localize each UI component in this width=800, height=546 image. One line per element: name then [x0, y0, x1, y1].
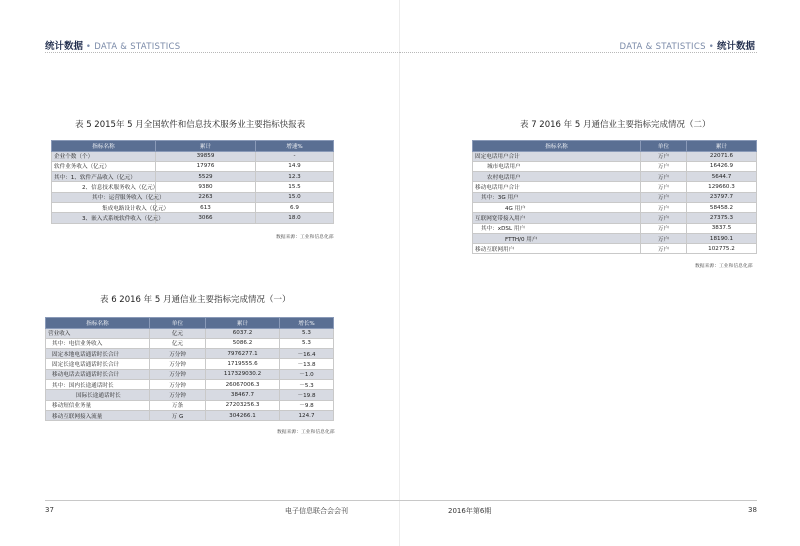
value-cell: 17976: [156, 161, 256, 171]
column-header: 指标名称: [473, 141, 641, 152]
indicator-name-cell: 2、信息技术服务收入（亿元）: [52, 182, 156, 192]
table-row: [52, 151, 334, 161]
section-title-en: DATA & STATISTICS •: [619, 42, 715, 52]
indicator-name-cell: 移动互联网用户: [473, 244, 641, 254]
indicator-name-cell: 国际长途通话时长: [46, 390, 150, 400]
value-cell: 3066: [156, 213, 256, 223]
right-page: [400, 0, 800, 546]
column-header: 累计: [687, 141, 757, 152]
value-cell: 7976277.1: [206, 349, 280, 359]
value-cell: 26067006.3: [206, 379, 280, 389]
table-row: [46, 349, 334, 359]
indicator-name-cell: 城市电话用户: [473, 161, 641, 171]
header-rule: [45, 52, 400, 53]
section-title-cn: 统计数据: [716, 41, 755, 52]
page-number-left: 37: [45, 506, 54, 514]
value-cell: 万分钟: [150, 379, 206, 389]
table-row: [473, 161, 757, 171]
value-cell: 129660.3: [687, 182, 757, 192]
indicator-name-cell: 其中：1、软件产品收入（亿元）: [52, 172, 156, 182]
column-header: 指标名称: [46, 318, 150, 329]
value-cell: 6.9: [256, 202, 334, 212]
table5-source: 数据来源：工业和信息化部: [276, 235, 334, 240]
indicator-name-cell: 固定电话用户合计: [473, 151, 641, 161]
table-header-row: [52, 141, 334, 152]
indicator-name-cell: 软件业务收入（亿元）: [52, 161, 156, 171]
table-row: [52, 172, 334, 182]
value-cell: 万分钟: [150, 359, 206, 369]
table-row: [473, 213, 757, 223]
table-row: [52, 213, 334, 223]
table-row: [46, 410, 334, 420]
value-cell: 58458.2: [687, 202, 757, 212]
value-cell: 万户: [641, 223, 687, 233]
value-cell: 亿元: [150, 338, 206, 348]
column-header: 指标名称: [52, 141, 156, 152]
indicator-name-cell: 其中：运营服务收入（亿元）: [52, 192, 156, 202]
table6: [45, 317, 334, 421]
indicator-name-cell: 农村电话用户: [473, 172, 641, 182]
value-cell: 万户: [641, 244, 687, 254]
footer-rule: [400, 500, 757, 501]
table-row: [52, 182, 334, 192]
indicator-name-cell: 移动电话用户合计: [473, 182, 641, 192]
table7-source: 数据来源：工业和信息化部: [695, 264, 753, 269]
column-header: 单位: [641, 141, 687, 152]
value-cell: 117329030.2: [206, 369, 280, 379]
indicator-name-cell: 移动短信业务量: [46, 400, 150, 410]
value-cell: －13.8: [280, 359, 334, 369]
value-cell: 万户: [641, 192, 687, 202]
table-header-row: [46, 318, 334, 329]
value-cell: 万户: [641, 202, 687, 212]
indicator-name-cell: 移动互联网接入流量: [46, 410, 150, 420]
journal-name: 电子信息联合会会刊: [285, 507, 348, 515]
table-row: [46, 400, 334, 410]
column-header: 单位: [150, 318, 206, 329]
value-cell: 万户: [641, 233, 687, 243]
value-cell: 亿元: [150, 328, 206, 338]
table-row: [46, 328, 334, 338]
value-cell: 1719555.6: [206, 359, 280, 369]
value-cell: 万户: [641, 172, 687, 182]
table-row: [473, 223, 757, 233]
table-row: [473, 182, 757, 192]
value-cell: 38467.7: [206, 390, 280, 400]
table-row: [46, 338, 334, 348]
value-cell: 5086.2: [206, 338, 280, 348]
page-number-right: 38: [748, 506, 757, 514]
right-section-header: [620, 38, 755, 52]
value-cell: 102775.2: [687, 244, 757, 254]
value-cell: 万分钟: [150, 369, 206, 379]
table-row: [52, 192, 334, 202]
value-cell: 万户: [641, 161, 687, 171]
table-row: [473, 244, 757, 254]
table7-caption: 表 7 2016 年 5 月通信业主要指标完成情况（二）: [520, 120, 711, 130]
value-cell: －9.8: [280, 400, 334, 410]
value-cell: 39859: [156, 151, 256, 161]
value-cell: 18.0: [256, 213, 334, 223]
indicator-name-cell: FTTH/0 用户: [473, 233, 641, 243]
value-cell: 5644.7: [687, 172, 757, 182]
value-cell: 5.3: [280, 338, 334, 348]
value-cell: -: [256, 151, 334, 161]
indicator-name-cell: 企业个数（个）: [52, 151, 156, 161]
table-row: [46, 369, 334, 379]
table-row: [46, 379, 334, 389]
table-row: [473, 192, 757, 202]
indicator-name-cell: 固定本地电话通话时长合计: [46, 349, 150, 359]
value-cell: 22071.6: [687, 151, 757, 161]
indicator-name-cell: 固定长途电话通话时长合计: [46, 359, 150, 369]
left-section-header: [45, 38, 180, 52]
value-cell: －19.8: [280, 390, 334, 400]
value-cell: 27203256.3: [206, 400, 280, 410]
value-cell: 万户: [641, 182, 687, 192]
section-title-en: • DATA & STATISTICS: [85, 42, 181, 52]
table-row: [52, 161, 334, 171]
table5: [51, 140, 334, 224]
value-cell: 23797.7: [687, 192, 757, 202]
value-cell: 万户: [641, 151, 687, 161]
table-row: [473, 233, 757, 243]
value-cell: 613: [156, 202, 256, 212]
value-cell: 5.3: [280, 328, 334, 338]
column-header: 增长%: [280, 318, 334, 329]
value-cell: 15.0: [256, 192, 334, 202]
value-cell: 12.3: [256, 172, 334, 182]
issue-label: 2016年第6期: [448, 507, 492, 515]
value-cell: 14.9: [256, 161, 334, 171]
table-row: [46, 359, 334, 369]
value-cell: 27375.3: [687, 213, 757, 223]
section-title-cn: 统计数据: [45, 41, 84, 52]
value-cell: 124.7: [280, 410, 334, 420]
table6-source: 数据来源：工业和信息化部: [277, 430, 335, 435]
indicator-name-cell: 3、嵌入式系统软件收入（亿元）: [52, 213, 156, 223]
table-header-row: [473, 141, 757, 152]
value-cell: －1.0: [280, 369, 334, 379]
column-header: 增速%: [256, 141, 334, 152]
value-cell: 万分钟: [150, 390, 206, 400]
value-cell: 15.5: [256, 182, 334, 192]
indicator-name-cell: 移动电话去话通话时长合计: [46, 369, 150, 379]
indicator-name-cell: 互联网宽带接入用户: [473, 213, 641, 223]
column-header: 累计: [206, 318, 280, 329]
value-cell: 16426.9: [687, 161, 757, 171]
table-row: [52, 202, 334, 212]
table6-caption: 表 6 2016 年 5 月通信业主要指标完成情况（一）: [100, 295, 291, 305]
table7: [472, 140, 757, 254]
value-cell: 18190.1: [687, 233, 757, 243]
table-row: [473, 172, 757, 182]
table-row: [473, 202, 757, 212]
indicator-name-cell: 营业收入: [46, 328, 150, 338]
value-cell: －16.4: [280, 349, 334, 359]
value-cell: 万 G: [150, 410, 206, 420]
value-cell: 万条: [150, 400, 206, 410]
value-cell: 3837.5: [687, 223, 757, 233]
header-rule: [400, 52, 757, 53]
indicator-name-cell: 其中：国内长途通话时长: [46, 379, 150, 389]
value-cell: 9380: [156, 182, 256, 192]
column-header: 累计: [156, 141, 256, 152]
footer-rule: [45, 500, 400, 501]
indicator-name-cell: 其中：xDSL 用户: [473, 223, 641, 233]
indicator-name-cell: 其中：3G 用户: [473, 192, 641, 202]
table-row: [473, 151, 757, 161]
value-cell: 2263: [156, 192, 256, 202]
value-cell: 304266.1: [206, 410, 280, 420]
table-row: [46, 390, 334, 400]
value-cell: 万户: [641, 213, 687, 223]
indicator-name-cell: 其中：电信业务收入: [46, 338, 150, 348]
indicator-name-cell: 集成电路设计收入（亿元）: [52, 202, 156, 212]
indicator-name-cell: 4G 用户: [473, 202, 641, 212]
table5-caption: 表 5 2015年 5 月全国软件和信息技术服务业主要指标快报表: [75, 120, 306, 130]
value-cell: －5.3: [280, 379, 334, 389]
value-cell: 6037.2: [206, 328, 280, 338]
value-cell: 万分钟: [150, 349, 206, 359]
value-cell: 5529: [156, 172, 256, 182]
